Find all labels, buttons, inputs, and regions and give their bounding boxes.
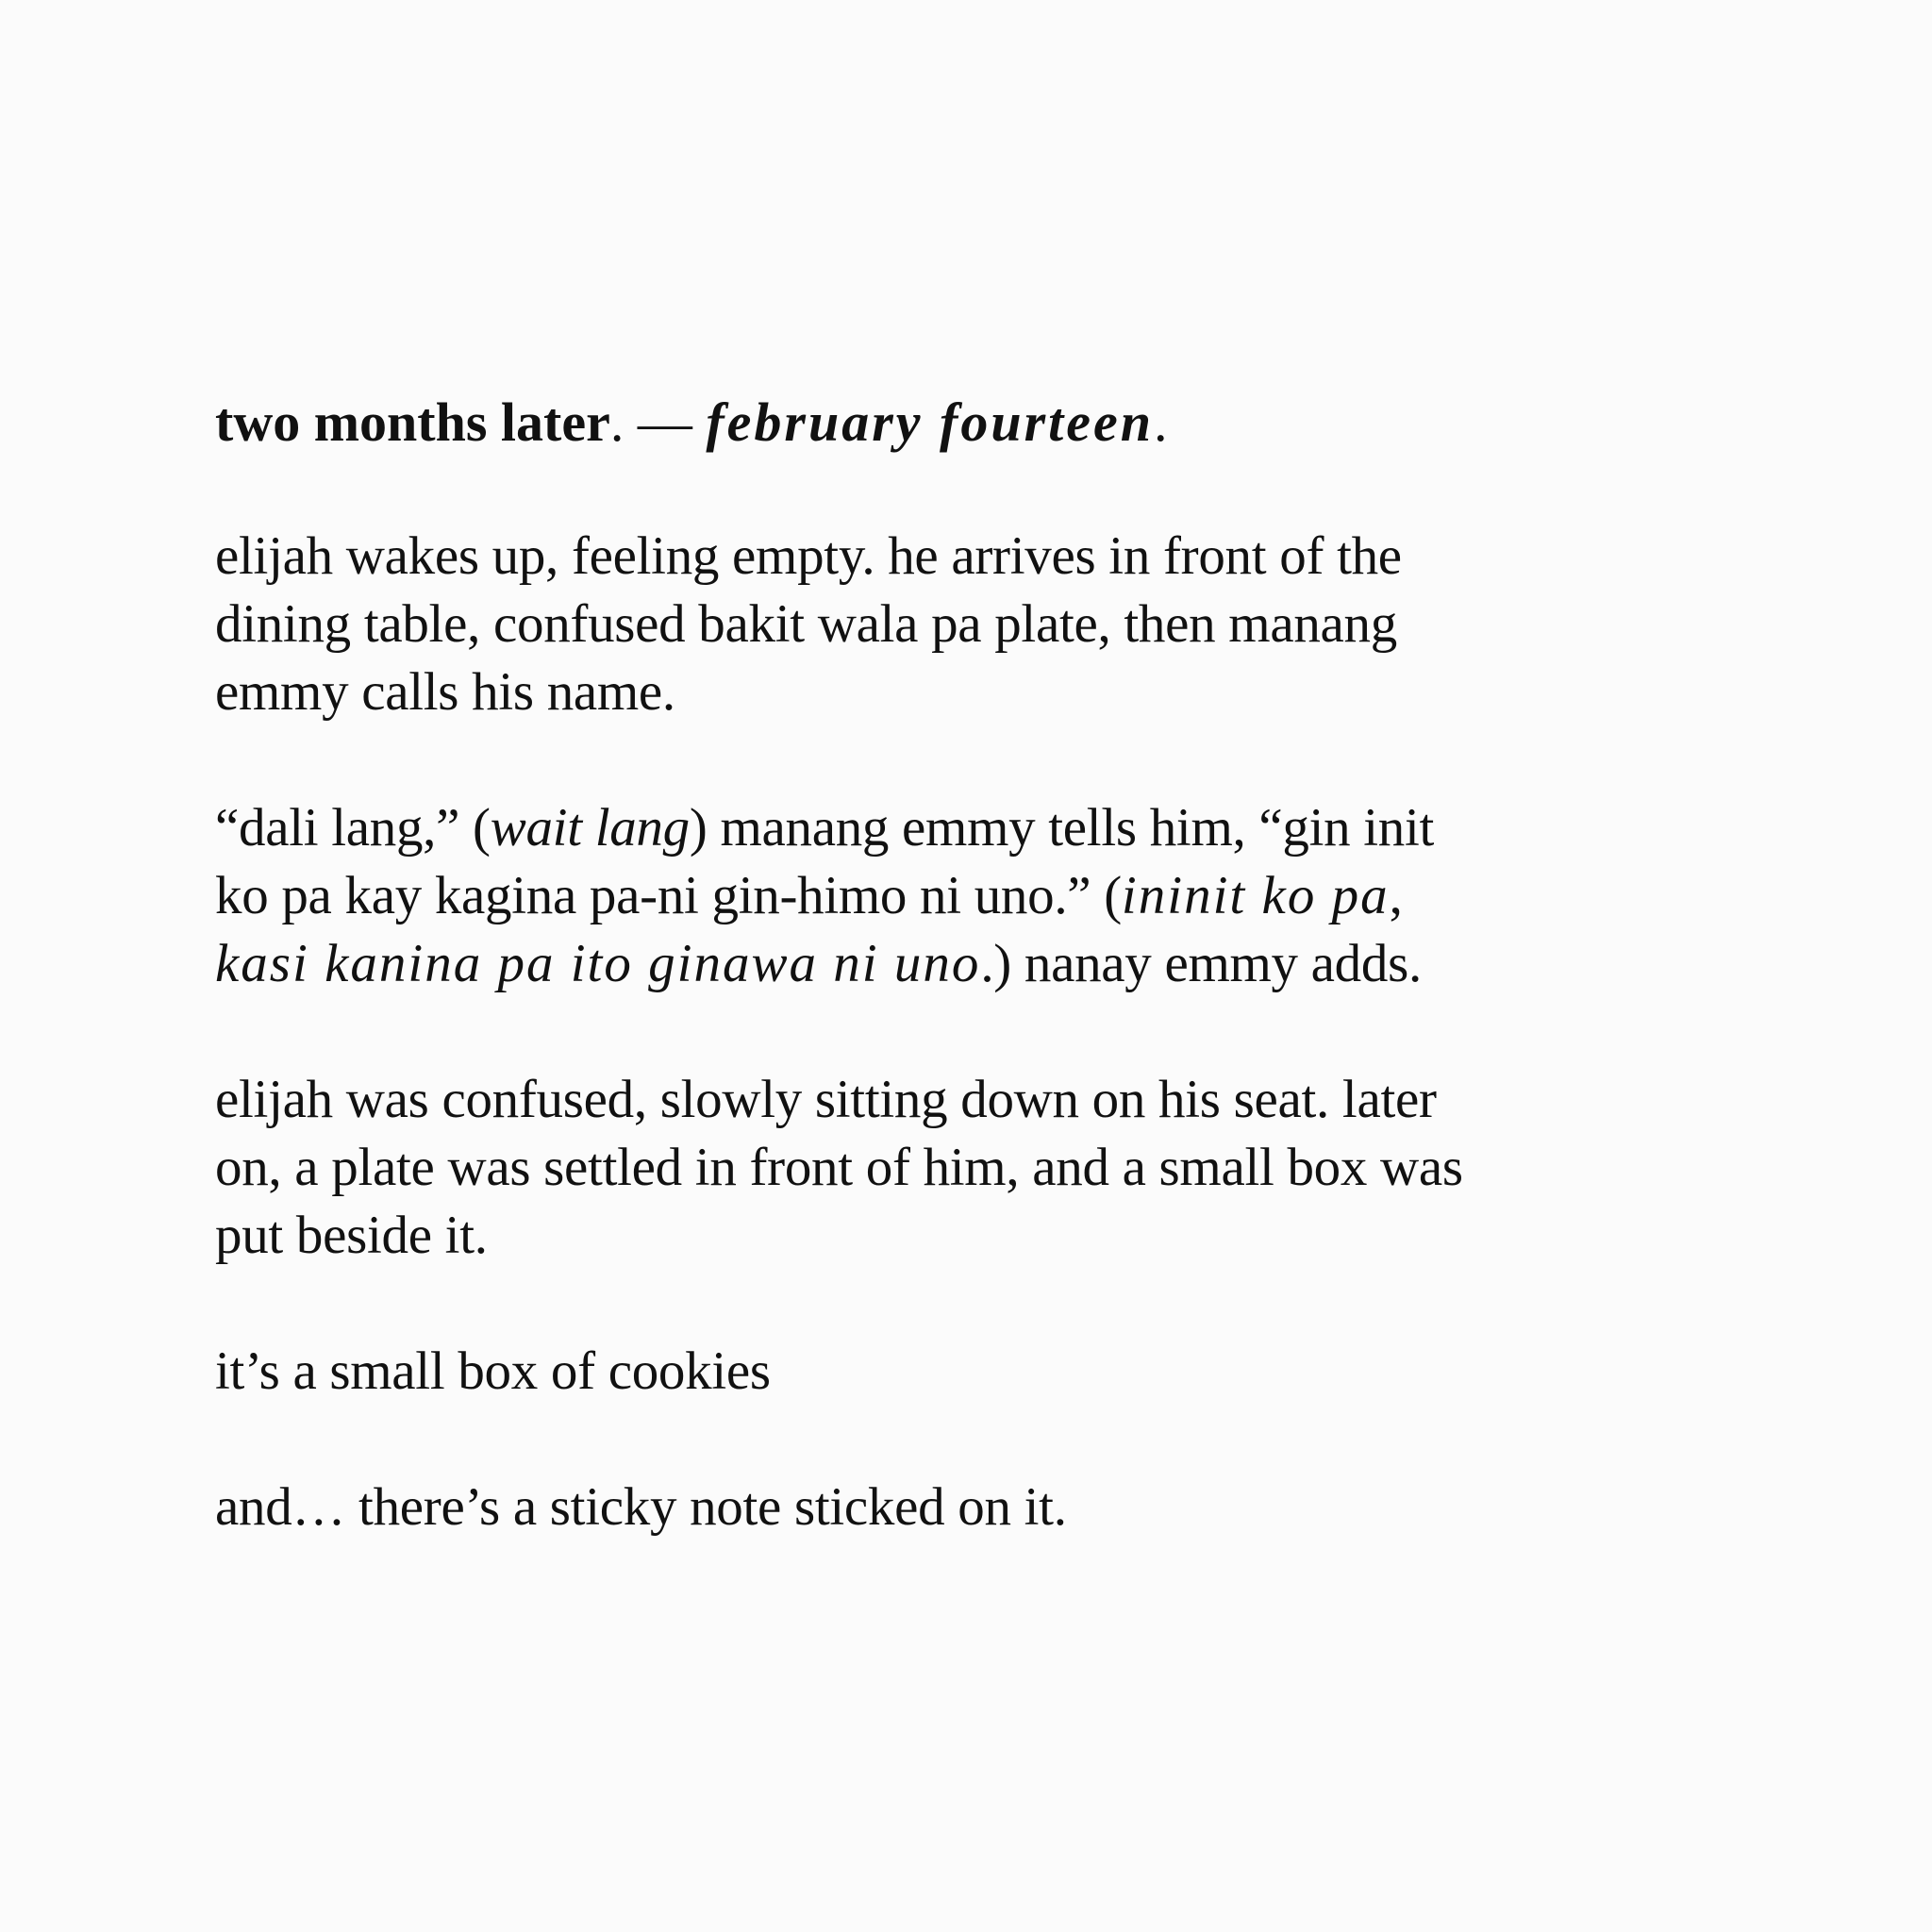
dialogue-text: “dali lang,” ( xyxy=(215,798,491,858)
heading-time: two months later xyxy=(215,391,610,453)
story-page xyxy=(215,389,1762,1609)
dialogue-text: .) nanay emmy adds. xyxy=(980,934,1422,993)
paragraph-line xyxy=(215,930,1762,998)
paragraph-2 xyxy=(215,794,1762,998)
paragraph-line: on, a plate was settled in front of him, and a small box was xyxy=(215,1138,1463,1197)
dialogue-text: ) manang emmy tells him, “gin init xyxy=(689,798,1435,858)
paragraph-line xyxy=(215,794,1762,862)
paragraph-line: dining table, confused bakit wala pa plate, then manang xyxy=(215,594,1397,654)
translation-text: kasi kanina pa ito ginawa ni uno xyxy=(215,934,981,993)
heading-period: . xyxy=(1154,391,1168,453)
scene-heading xyxy=(215,389,1762,457)
paragraph-line: elijah was confused, slowly sitting down on his seat. later xyxy=(215,1070,1437,1129)
translation-text: wait lang xyxy=(490,798,690,858)
dialogue-text: ko pa kay kagina pa-ni gin-himo ni uno.” ( xyxy=(215,866,1122,925)
paragraph-line: put beside it. xyxy=(215,1206,488,1265)
dialogue-text: , xyxy=(1389,866,1403,925)
heading-separator: . — xyxy=(609,391,707,453)
paragraph-line xyxy=(215,862,1762,930)
paragraph-line: emmy calls his name. xyxy=(215,662,675,722)
paragraph-3 xyxy=(215,1066,1762,1270)
paragraph-1 xyxy=(215,523,1762,726)
heading-date: february fourteen xyxy=(706,391,1155,453)
paragraph-line: it’s a small box of cookies xyxy=(215,1341,771,1401)
paragraph-4 xyxy=(215,1338,1762,1406)
paragraph-line: and… there’s a sticky note sticked on it. xyxy=(215,1477,1067,1537)
translation-text: ininit ko pa xyxy=(1121,866,1390,925)
paragraph-5 xyxy=(215,1474,1762,1541)
paragraph-line: elijah wakes up, feeling empty. he arrives in front of the xyxy=(215,526,1402,586)
